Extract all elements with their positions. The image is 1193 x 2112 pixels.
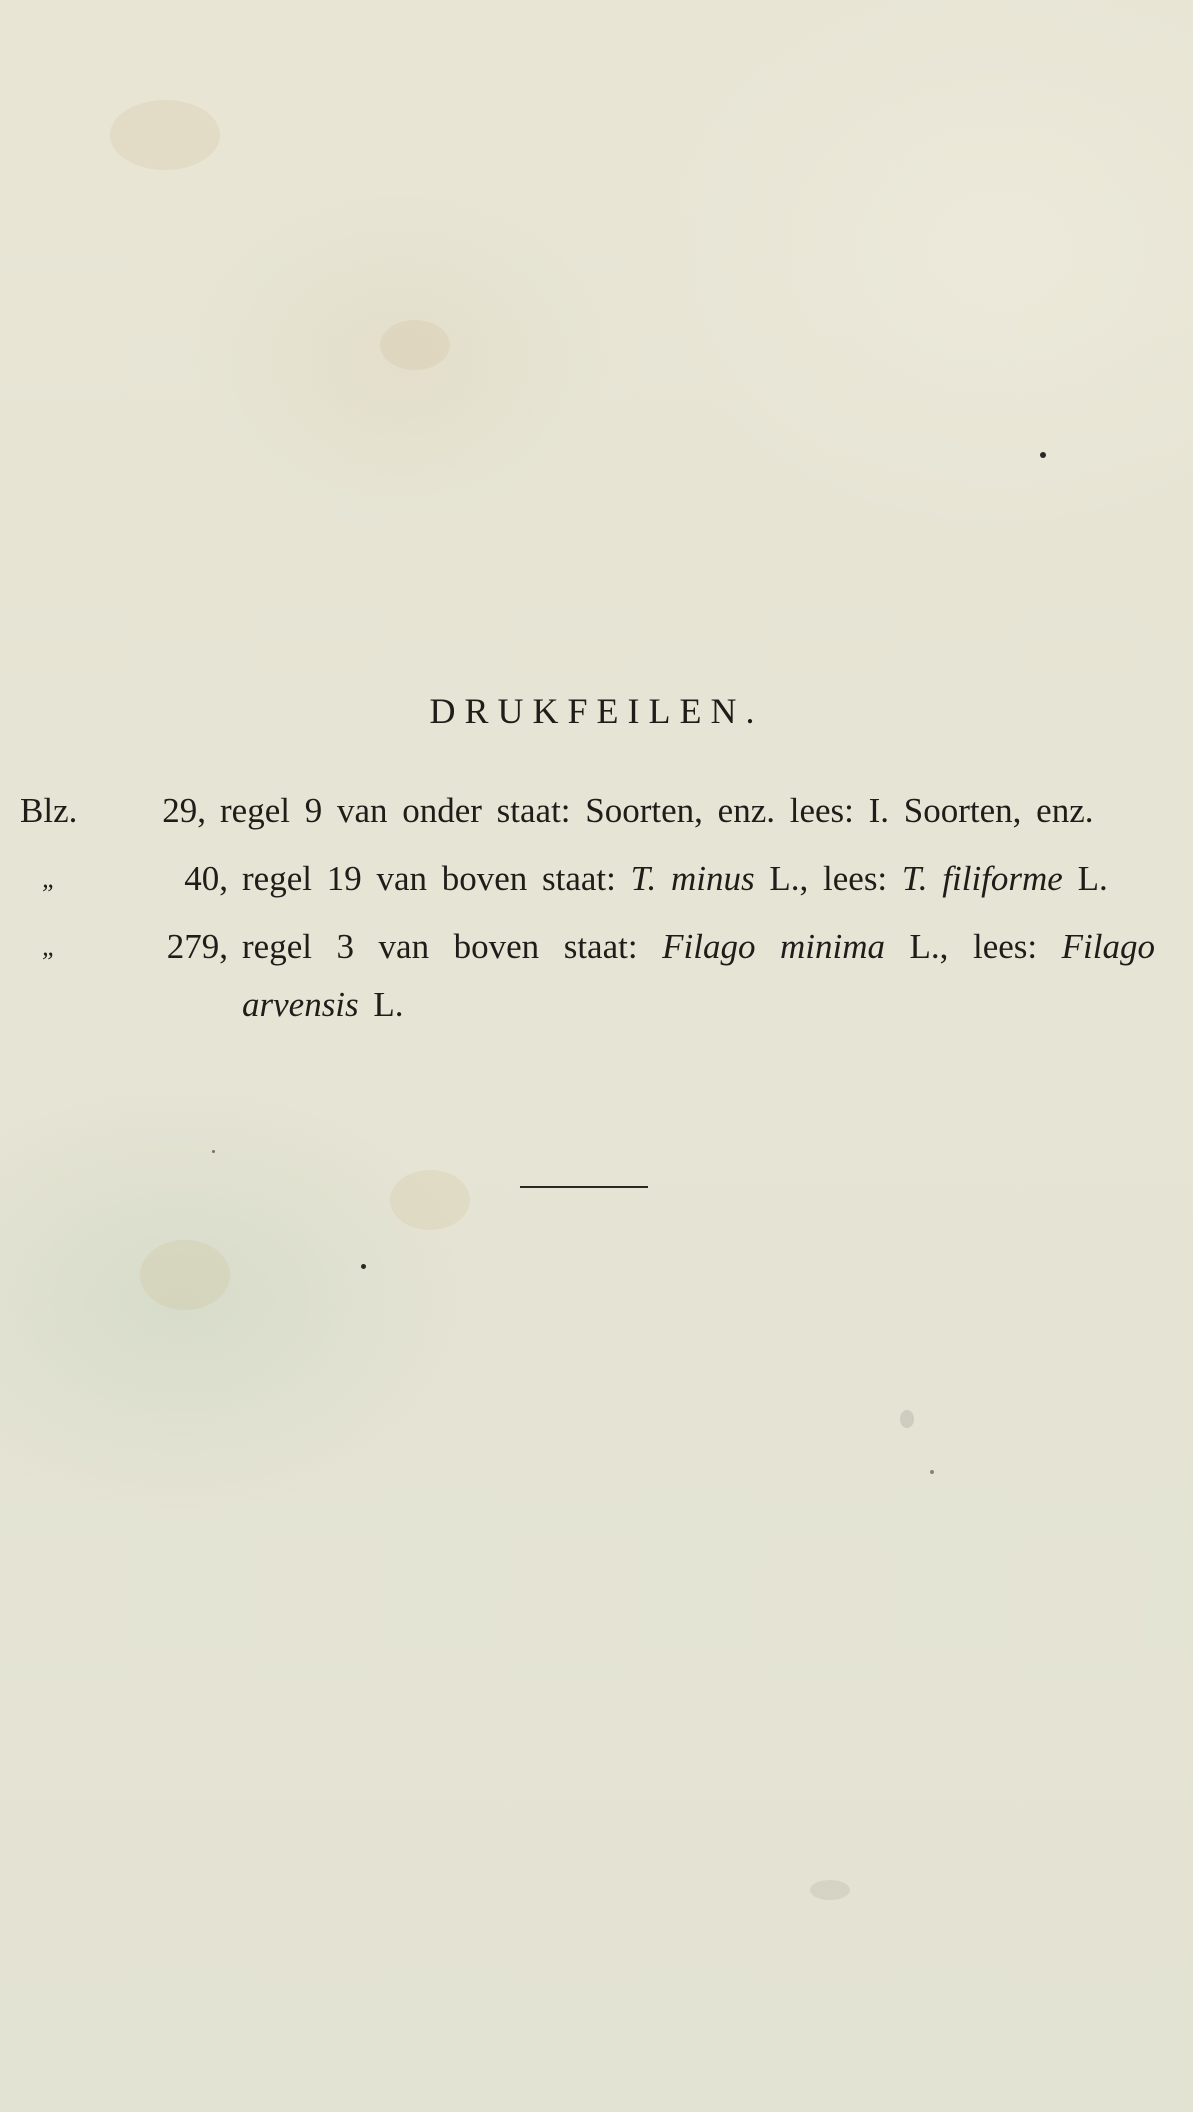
paper-speck — [930, 1470, 934, 1474]
errata-entry — [20, 782, 1155, 840]
ditto-mark: „ — [42, 932, 57, 961]
paper-speck — [810, 1880, 850, 1900]
errata-entry — [20, 850, 1155, 908]
page-number: 29, — [162, 791, 206, 830]
entry-text-plain: regel 19 van boven staat: — [242, 859, 631, 898]
errata-entry — [20, 918, 1155, 1034]
paper-stain — [140, 1240, 230, 1310]
paper-speck — [900, 1410, 914, 1428]
closing-rule — [520, 1186, 648, 1188]
entry-text-plain: L., lees: — [754, 859, 902, 898]
entry-text-plain: regel 3 van boven staat: — [242, 927, 663, 966]
entry-text — [220, 782, 1155, 840]
entry-text-plain: L., lees: — [885, 927, 1062, 966]
taxon-name: Filago minima — [662, 927, 885, 966]
paper-speck — [212, 1150, 215, 1153]
entry-text-plain: regel 9 van onder staat: Soorten, enz. lees: I. Soorten, enz. — [220, 791, 1094, 830]
paper-stain — [110, 100, 220, 170]
paper-stain — [380, 320, 450, 370]
entry-text-plain: L. — [1062, 859, 1108, 898]
paper-speck — [361, 1264, 366, 1269]
paper-speck — [1040, 452, 1046, 458]
page-number: 279, — [166, 927, 228, 966]
taxon-name: Filago arvensis — [242, 927, 1155, 1024]
paper-stain — [390, 1170, 470, 1230]
entry-text — [242, 850, 1155, 908]
page-heading: DRUKFEILEN. — [429, 691, 764, 731]
entry-label: Blz. — [20, 791, 78, 830]
entry-text — [242, 918, 1155, 1034]
taxon-name: T. minus — [630, 859, 755, 898]
entry-text-plain: L. — [358, 985, 404, 1024]
errata-list — [20, 782, 1155, 1044]
page-number: 40, — [184, 859, 228, 898]
ditto-mark: „ — [42, 864, 57, 893]
taxon-name: T. filiforme — [901, 859, 1063, 898]
